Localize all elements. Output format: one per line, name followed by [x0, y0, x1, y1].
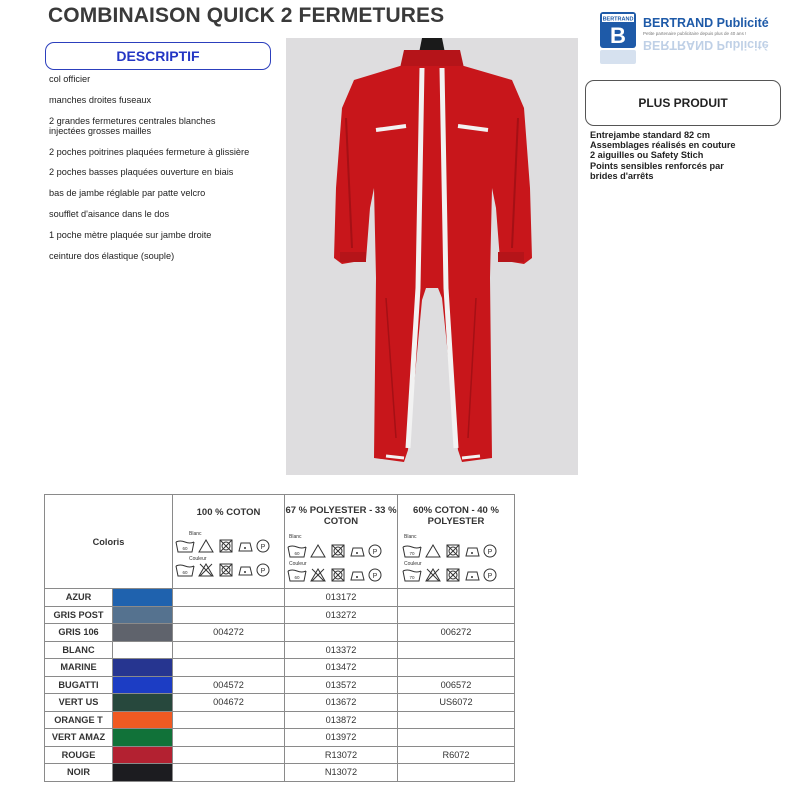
descriptif-header: [45, 42, 271, 70]
plus-produit-item: Points sensibles renforcés par brides d'arrêts: [590, 160, 724, 181]
logo-badge-icon: [598, 10, 638, 66]
fabric-column-coton: [173, 495, 285, 589]
care-label-white: Blanc: [189, 531, 202, 537]
reference-cell: [173, 606, 285, 624]
wash-temperature: 60: [294, 575, 300, 580]
reference-cell: 006572: [398, 676, 515, 694]
table-row: [45, 764, 515, 782]
product-photo: [286, 38, 578, 475]
descriptif-list: [49, 74, 254, 271]
care-label-white: Blanc: [404, 534, 417, 540]
reference-cell: [398, 729, 515, 747]
logo-reflection: BERTRAND Publicité: [643, 38, 769, 52]
wash-temperature: 70: [409, 551, 415, 556]
colour-name: NOIR: [45, 764, 113, 782]
reference-cell: [173, 589, 285, 607]
colour-swatch: [113, 624, 173, 642]
care-label-white: Blanc: [289, 534, 302, 540]
colour-swatch: [113, 659, 173, 677]
svg-text:P: P: [260, 568, 266, 575]
colour-name: ROUGE: [45, 746, 113, 764]
wash-temperature: 70: [409, 575, 415, 580]
colour-name: BUGATTI: [45, 676, 113, 694]
reference-cell: 004272: [173, 624, 285, 642]
svg-text:P: P: [372, 573, 378, 580]
descriptif-item: 2 grandes fermetures centrales blanches injectées grosses mailles: [49, 115, 216, 136]
coverall-illustration: [286, 38, 578, 475]
plus-produit-item: Entrejambe standard 82 cm: [590, 130, 710, 140]
fabric-label: 67 % POLYESTER - 33 % COTON: [285, 505, 397, 527]
care-label-colour: Couleur: [189, 556, 207, 562]
colour-name: GRIS 106: [45, 624, 113, 642]
descriptif-title: DESCRIPTIF: [116, 48, 200, 64]
fabric-label: 100 % COTON: [196, 507, 261, 518]
colour-swatch: [113, 589, 173, 607]
reference-cell: 013972: [285, 729, 398, 747]
descriptif-item: col officier: [49, 74, 91, 84]
colour-reference-table: [44, 494, 515, 782]
table-row: [45, 589, 515, 607]
care-symbols-icon: [400, 523, 512, 583]
care-label-colour: Couleur: [404, 561, 422, 567]
fabric-column-polyester: [285, 495, 398, 589]
table-row: [45, 729, 515, 747]
svg-text:P: P: [372, 549, 378, 556]
table-row: [45, 711, 515, 729]
fabric-label: 60% COTON - 40 % POLYESTER: [413, 505, 499, 527]
colour-swatch: [113, 676, 173, 694]
svg-text:BERTRAND: BERTRAND: [602, 16, 634, 23]
reference-cell: [173, 659, 285, 677]
logo-tagline: Petite partenaire publicitaire depuis plus de 40 ans !: [643, 31, 747, 36]
reference-cell: 006272: [398, 624, 515, 642]
fabric-column-mix: [398, 495, 515, 589]
logo-brand-name: BERTRAND Publicité: [643, 16, 769, 30]
descriptif-item: soufflet d'aisance dans le dos: [49, 209, 170, 220]
colour-name: BLANC: [45, 641, 113, 659]
reference-cell: [173, 729, 285, 747]
colour-name: VERT AMAZ: [45, 729, 113, 747]
descriptif-item: 2 poches basses plaquées ouverture en biais: [49, 167, 234, 178]
colour-rows: [45, 589, 515, 782]
page-title: COMBINAISON QUICK 2 FERMETURES: [48, 4, 445, 27]
descriptif-item: ceinture dos élastique (souple): [49, 250, 175, 261]
table-row: [45, 606, 515, 624]
reference-cell: [285, 624, 398, 642]
reference-cell: 013372: [285, 641, 398, 659]
table-row: [45, 624, 515, 642]
wash-temperature: 60: [182, 570, 188, 575]
plus-produit-title: PLUS PRODUIT: [638, 96, 728, 110]
reference-cell: [398, 641, 515, 659]
table-row: [45, 694, 515, 712]
wash-temperature: 60: [294, 551, 300, 556]
plus-produit-item: Assemblages réalisés en couture 2 aiguilles ou Safety Stich: [590, 140, 736, 161]
colour-swatch: [113, 641, 173, 659]
colour-name: VERT US: [45, 694, 113, 712]
table-row: [45, 641, 515, 659]
svg-text:P: P: [260, 544, 266, 551]
reference-cell: [398, 606, 515, 624]
descriptif-item: bas de jambe réglable par patte velcro: [49, 188, 206, 199]
care-symbols-icon: [285, 523, 397, 583]
coloris-header: Coloris: [45, 495, 173, 589]
colour-swatch: [113, 746, 173, 764]
reference-cell: [173, 746, 285, 764]
plus-produit-header: [585, 80, 781, 126]
svg-text:P: P: [487, 573, 493, 580]
reference-cell: [173, 711, 285, 729]
colour-swatch: [113, 764, 173, 782]
table-row: [45, 746, 515, 764]
reference-cell: N13072: [285, 764, 398, 782]
reference-cell: 004572: [173, 676, 285, 694]
table-row: [45, 659, 515, 677]
reference-cell: 013872: [285, 711, 398, 729]
reference-cell: [398, 659, 515, 677]
descriptif-item: manches droites fuseaux: [49, 94, 152, 105]
colour-swatch: [113, 694, 173, 712]
reference-cell: [173, 641, 285, 659]
svg-text:P: P: [487, 549, 493, 556]
colour-swatch: [113, 606, 173, 624]
reference-cell: 013472: [285, 659, 398, 677]
plus-produit-list: [590, 130, 740, 181]
reference-cell: 004672: [173, 694, 285, 712]
reference-cell: 013172: [285, 589, 398, 607]
care-symbols-icon: [173, 518, 285, 578]
descriptif-item: 2 poches poitrines plaquées fermeture à glissière: [49, 146, 250, 157]
colour-name: GRIS POST: [45, 606, 113, 624]
reference-cell: [398, 589, 515, 607]
colour-name: ORANGE T: [45, 711, 113, 729]
svg-text:B: B: [610, 23, 626, 48]
reference-cell: 013572: [285, 676, 398, 694]
descriptif-item: 1 poche mètre plaquée sur jambe droite: [49, 229, 212, 240]
reference-cell: 013672: [285, 694, 398, 712]
reference-cell: [398, 711, 515, 729]
reference-cell: R6072: [398, 746, 515, 764]
reference-cell: [173, 764, 285, 782]
colour-swatch: [113, 729, 173, 747]
reference-cell: US6072: [398, 694, 515, 712]
reference-cell: 013272: [285, 606, 398, 624]
wash-temperature: 60: [182, 546, 188, 551]
colour-swatch: [113, 711, 173, 729]
colour-name: MARINE: [45, 659, 113, 677]
care-label-colour: Couleur: [289, 561, 307, 567]
reference-cell: [398, 764, 515, 782]
colour-name: AZUR: [45, 589, 113, 607]
table-row: [45, 676, 515, 694]
reference-cell: R13072: [285, 746, 398, 764]
